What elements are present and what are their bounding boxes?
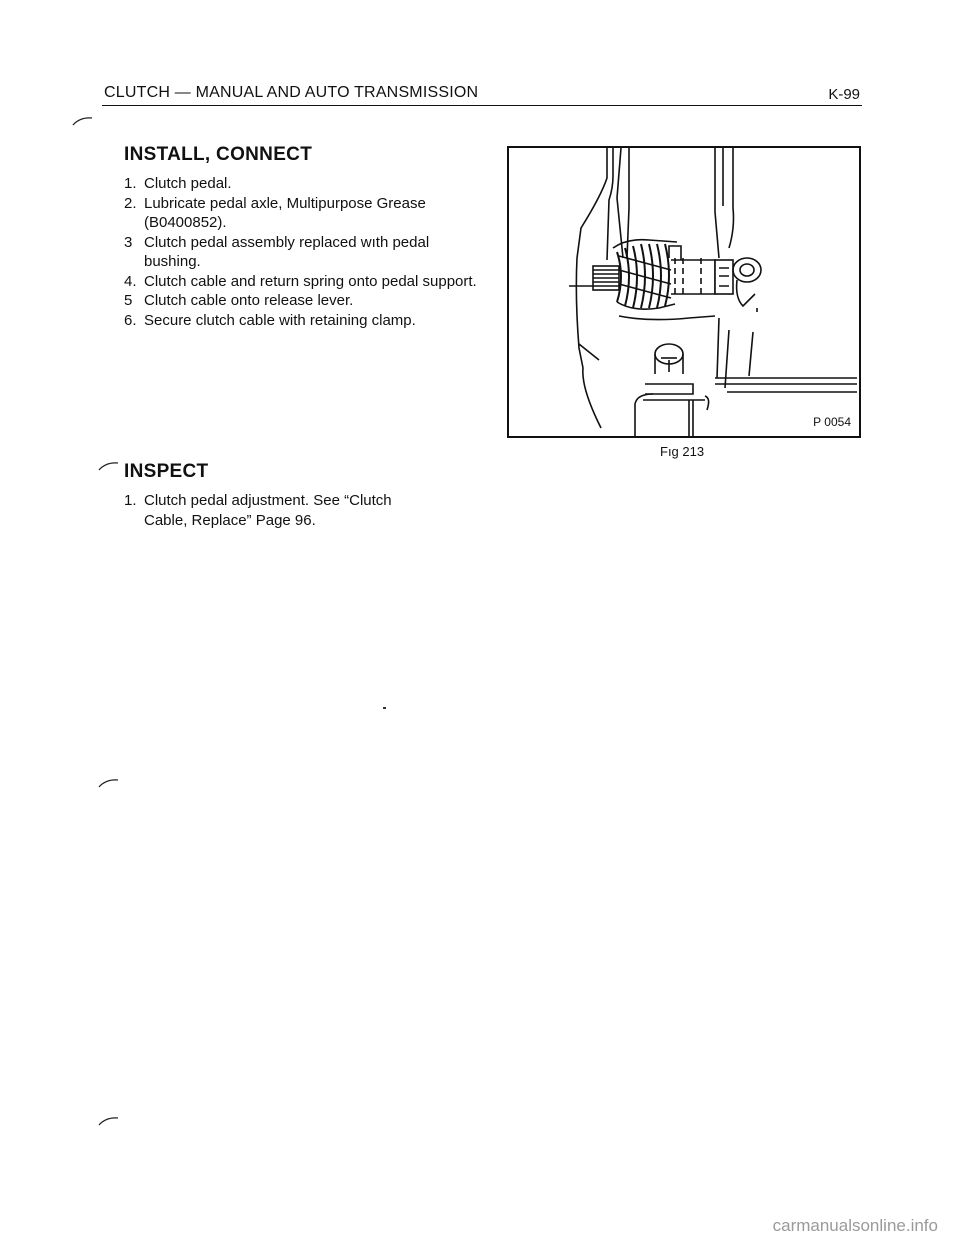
step-number: 4. xyxy=(124,272,137,290)
page-header-title: CLUTCH — MANUAL AND AUTO TRANSMISSION xyxy=(104,84,479,101)
clutch-pedal-illustration xyxy=(509,148,859,436)
step-number: 1. xyxy=(124,492,137,509)
step-text: Clutch pedal assembly replaced wıth pedal bushing. xyxy=(144,233,430,270)
install-steps-list xyxy=(124,174,484,330)
step-number: 5 xyxy=(124,292,133,309)
margin-mark xyxy=(98,778,120,788)
step-text: Secure clutch cable with retaining clamp. xyxy=(144,311,416,329)
step-text: Clutch pedal adjustment. See “Clutch Cable, Replace” Page 96. xyxy=(144,492,392,529)
step-number: 1. xyxy=(124,175,137,192)
figure-caption: Fıg 213 xyxy=(660,444,705,459)
step-text: Clutch cable and return spring onto pedal support. xyxy=(144,272,477,290)
watermark: carmanualsonline.info xyxy=(772,1216,938,1235)
step-text: Clutch pedal. xyxy=(144,175,232,192)
clutch-pedal-figure xyxy=(507,146,861,438)
list-item xyxy=(124,311,484,331)
header-rule xyxy=(102,105,862,106)
scan-speck xyxy=(383,707,386,709)
page-number: K-99 xyxy=(828,86,860,103)
list-item xyxy=(124,233,484,272)
step-number: 6. xyxy=(124,311,137,329)
list-item xyxy=(124,194,484,233)
margin-mark xyxy=(72,116,94,126)
list-item xyxy=(124,291,484,311)
figure-code: P 0054 xyxy=(813,415,851,429)
section-heading-inspect: INSPECT xyxy=(124,461,209,482)
list-item xyxy=(124,174,484,194)
margin-mark xyxy=(98,1116,120,1126)
list-item xyxy=(124,491,434,530)
step-text: Lubricate pedal axle, Multipurpose Grease (B0400852). xyxy=(144,194,426,231)
inspect-steps-list xyxy=(124,491,434,530)
step-number: 3 xyxy=(124,233,133,251)
margin-mark xyxy=(98,461,120,471)
step-text: Clutch cable onto release lever. xyxy=(144,292,354,309)
list-item xyxy=(124,272,484,292)
section-heading-install: INSTALL, CONNECT xyxy=(124,144,313,165)
step-number: 2. xyxy=(124,194,137,212)
